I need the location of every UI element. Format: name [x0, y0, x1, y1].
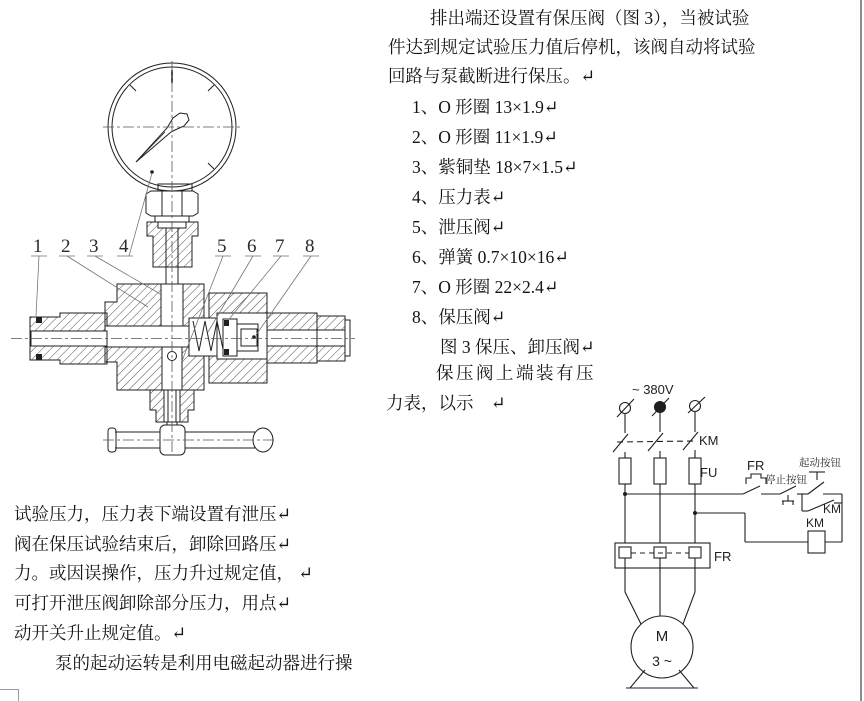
stop-button-label: 停止按钮	[765, 474, 807, 486]
supply-voltage-label: ~ 380V	[632, 382, 674, 397]
o-ring	[36, 317, 42, 323]
list-item: 6、弹簧 0.7×10×16↵	[412, 247, 569, 267]
list-item: 4、压力表↵	[412, 187, 506, 207]
text-line: 动开关升止规定值。↵	[14, 623, 187, 643]
fu-label: FU	[700, 465, 718, 480]
list-item: 5、泄压阀↵	[412, 217, 506, 237]
text-line: 保压阀上端装有压	[436, 363, 596, 383]
text-line: 件达到规定试验压力值后停机，该阀自动将试验	[388, 37, 756, 57]
list-item: 2、O 形圈 11×1.9↵	[412, 127, 558, 147]
km-main-contact	[613, 434, 628, 452]
text-line: 力表，以示 ↵	[386, 393, 506, 413]
fr-relay-label: FR	[714, 549, 732, 564]
motor-phase-label: 3 ~	[652, 653, 672, 669]
page-corner-mark	[0, 689, 18, 690]
motor-starter-circuit	[595, 380, 861, 701]
list-item: 3、紫铜垫 18×7×1.5↵	[412, 157, 578, 177]
page-right-border	[860, 0, 862, 701]
text-line: 试验压力，压力表下端设置有泄压↵	[14, 504, 292, 524]
callout-8: 8	[305, 236, 315, 257]
text-line: 排出端还设置有保压阀（图 3），当被试验	[430, 8, 750, 28]
valve-assembly-figure	[5, 55, 360, 460]
fr-nc-contact	[743, 486, 760, 494]
list-item: 7、O 形圈 22×2.4↵	[412, 277, 559, 297]
km-coil-label: KM	[806, 516, 824, 530]
text-line: 阀在保压试验结束后，卸除回路压↵	[14, 534, 292, 554]
text-line: 可打开泄压阀卸除部分压力，用点↵	[14, 593, 292, 613]
callout-2: 2	[61, 236, 71, 257]
callout-5: 5	[217, 236, 227, 257]
start-button-contact	[808, 482, 824, 494]
list-item: 1、O 形圈 13×1.9↵	[412, 97, 559, 117]
o-ring	[224, 349, 229, 355]
km-coil	[808, 531, 825, 553]
text-line: 力。或因误操作，压力升过规定值， ↵	[14, 563, 314, 583]
fr-contact-label: FR	[747, 458, 765, 473]
text-line: 回路与泵截断进行保压。↵	[388, 66, 596, 86]
fuse	[654, 458, 666, 484]
callout-1: 1	[33, 236, 43, 257]
figure-caption: 图 3 保压、卸压阀↵	[440, 337, 595, 357]
callout-3: 3	[89, 236, 99, 257]
o-ring	[224, 320, 229, 326]
upper-gland	[147, 222, 198, 267]
gauge-needle	[136, 113, 189, 162]
o-ring	[36, 354, 42, 360]
fuse	[619, 458, 631, 484]
callout-6: 6	[247, 236, 257, 257]
text-line: 泵的起动运转是利用电磁起动器进行操	[55, 653, 353, 673]
km-main-label: KM	[699, 433, 719, 448]
stop-button-contact	[780, 486, 796, 494]
motor-m-label: M	[655, 628, 669, 645]
callout-4: 4	[119, 236, 129, 257]
page-corner-mark	[18, 689, 19, 701]
callout-7: 7	[275, 236, 285, 257]
km-aux-label: KM	[823, 502, 841, 516]
start-button-label: 起动按钮	[799, 457, 841, 469]
list-item: 8、保压阀↵	[412, 307, 506, 327]
